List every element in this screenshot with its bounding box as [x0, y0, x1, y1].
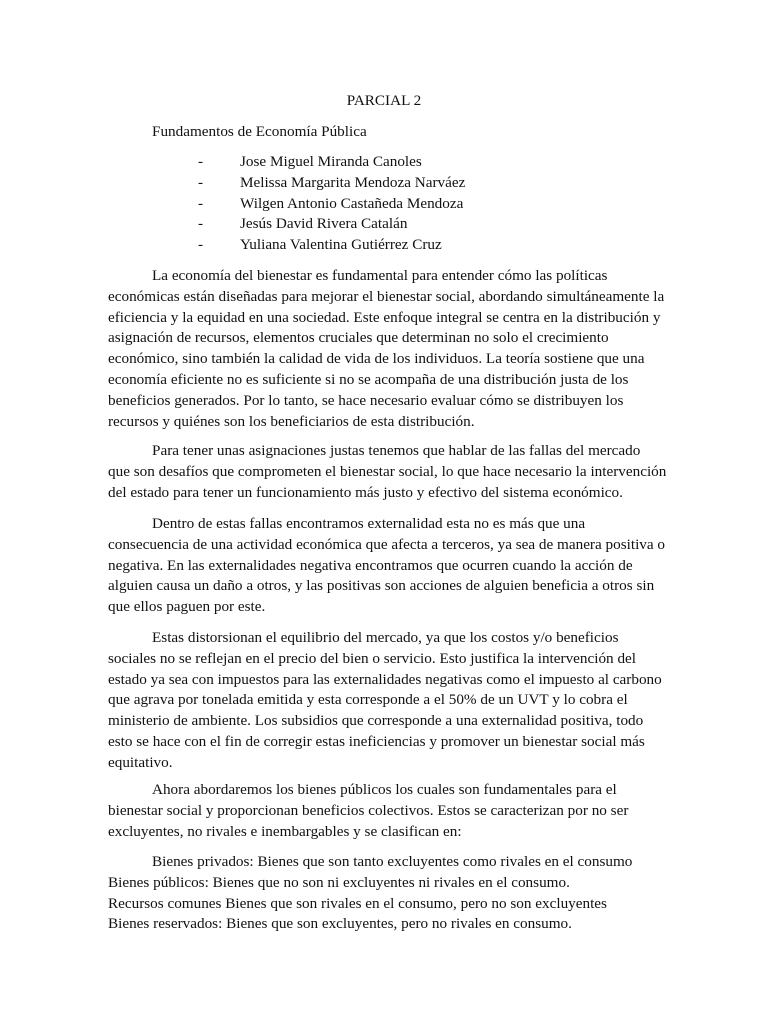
paragraph-line: sociales no se reflejan en el precio del bien o servicio. Esto justifica la intervención del [108, 649, 636, 667]
paragraph-externalities [108, 514, 668, 618]
classification-line: Recursos comunes Bienes que son rivales en el consumo, pero no son excluyentes [108, 894, 607, 912]
paragraph-line: Estas distorsionan el equilibrio del mercado, ya que los costos y/o beneficios [152, 629, 619, 646]
author-item [0, 194, 768, 215]
paragraph-line: Ahora abordaremos los bienes públicos los cuales son fundamentales para el [152, 781, 617, 798]
paragraph-line: que son desafíos que comprometen el bienestar social, lo que hace necesario la intervención [108, 462, 667, 480]
paragraph-line: esto se hace con el fin de corregir estas ineficiencias y promover un bienestar social más [108, 732, 645, 750]
paragraph-line: ministerio de ambiente. Los subsidios que corresponde a una externalidad positiva, todo [108, 712, 644, 730]
author-bullet: - [198, 236, 204, 254]
goods-classification [108, 852, 668, 935]
author-name: Jesús David Rivera Catalán [240, 215, 408, 233]
paragraph-line: economía eficiente no es suficiente si no se acompaña de una distribución justa de los [108, 370, 629, 388]
author-bullet: - [198, 153, 204, 170]
paragraph-line: equitativo. [108, 753, 173, 771]
paragraph-line: económico, sino también la calidad de vida de los individuos. La teoría sostiene que una [108, 350, 645, 368]
classification-line: Bienes reservados: Bienes que son excluyentes, pero no rivales en consumo. [108, 915, 572, 933]
course-name: Fundamentos de Economía Pública [152, 123, 367, 140]
author-bullet: - [198, 173, 204, 191]
document-title: PARCIAL 2 [346, 92, 422, 109]
paragraph-line: La economía del bienestar es fundamental para entender cómo las políticas [152, 267, 608, 284]
paragraph-line: Dentro de estas fallas encontramos externalidad esta no es más que una [152, 515, 586, 532]
paragraph-line: económicas están diseñadas para mejorar el bienestar social, abordando simultáneamente la [108, 287, 665, 305]
paragraph-welfare-economics [108, 266, 668, 432]
author-name: Melissa Margarita Mendoza Narváez [240, 173, 466, 191]
author-bullet: - [198, 215, 204, 233]
author-list [0, 152, 768, 256]
classification-line: Bienes públicos: Bienes que no son ni excluyentes ni rivales en el consumo. [108, 873, 570, 891]
paragraph-line: beneficios generados. Por lo tanto, se hace necesario evaluar cómo se distribuyen los [108, 391, 624, 409]
paragraph-market-distortions [108, 628, 668, 774]
paragraph-line: consecuencia de una actividad económica que afecta a terceros, ya sea de manera positiva o [108, 535, 666, 553]
paragraph-line: negativa. En las externalidades negativa encontramos que ocurren cuando la acción de [108, 556, 633, 574]
paragraph-line: recursos y quiénes son los beneficiarios de esta distribución. [108, 412, 475, 430]
paragraph-line: Para tener unas asignaciones justas tenemos que hablar de las fallas del mercado [152, 442, 641, 459]
paragraph-public-goods [108, 780, 668, 842]
paragraph-line: eficiencia y la equidad en una sociedad. Este enfoque integral se centra en la distribución y [108, 308, 661, 326]
author-name: Yuliana Valentina Gutiérrez Cruz [240, 236, 442, 254]
paragraph-market-failures [108, 441, 668, 503]
author-item [0, 173, 768, 194]
paragraph-line: estado ya sea con impuestos para las externalidades negativas como el impuesto al carbono [108, 670, 662, 688]
paragraph-line: alguien causa un daño a otros, y las positivas son acciones de alguien beneficia a otros sin [108, 577, 655, 595]
author-name: Wilgen Antonio Castañeda Mendoza [240, 194, 464, 212]
paragraph-line: del estado para tener un funcionamiento más justo y efectivo del sistema económico. [108, 483, 623, 501]
paragraph-line: bienestar social y proporcionan beneficios colectivos. Estos se caracterizan por no ser [108, 801, 629, 819]
author-bullet: - [198, 194, 204, 212]
paragraph-line: que agrava por tonelada emitida y esta corresponde a el 50% de un UVT y lo cobra el [108, 691, 628, 709]
author-item [0, 235, 768, 256]
author-item [0, 214, 768, 235]
classification-line: Bienes privados: Bienes que son tanto excluyentes como rivales en el consumo [152, 853, 633, 870]
author-item [0, 152, 768, 173]
paragraph-line: excluyentes, no rivales e inembargables y se clasifican en: [108, 822, 462, 840]
paragraph-line: asignación de recursos, elementos cruciales que determinan no solo el crecimiento [108, 329, 609, 347]
author-name: Jose Miguel Miranda Canoles [240, 153, 422, 170]
paragraph-line: que ellos paguen por este. [108, 598, 266, 616]
